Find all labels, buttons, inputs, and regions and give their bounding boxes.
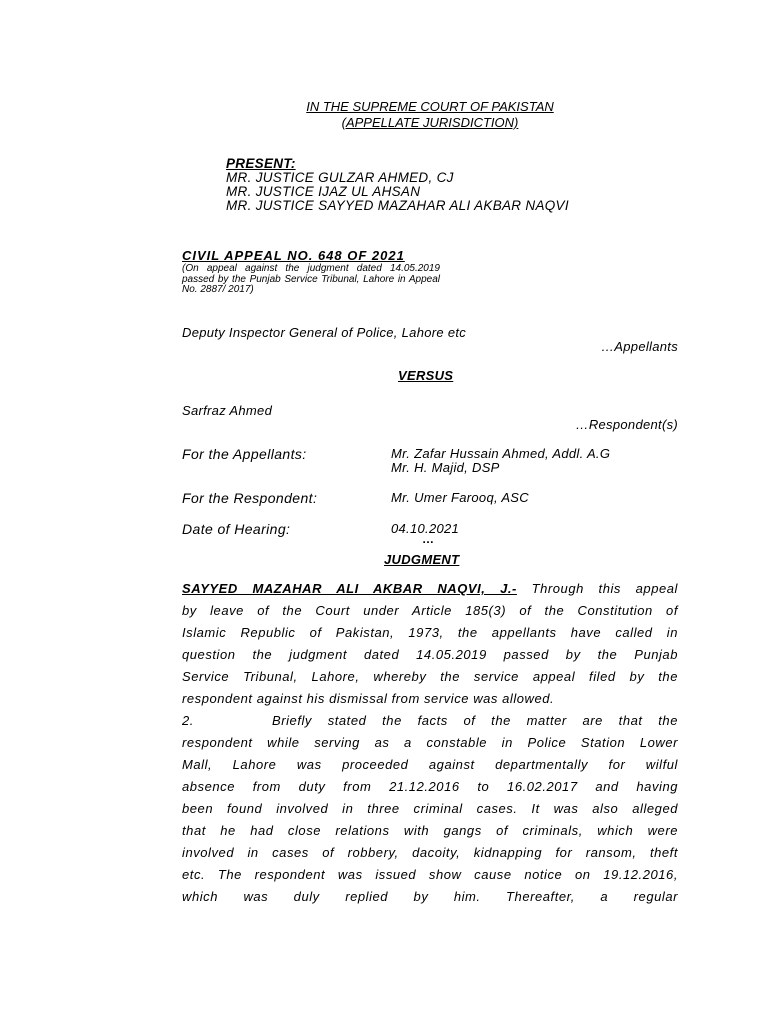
para1-line-5: Service Tribunal, Lahore, whereby the service appeal filed by the [182,669,678,684]
judgment-body [182,578,678,908]
author: SAYYED MAZAHAR ALI AKBAR NAQVI, J.- [182,581,517,596]
judge-1: MR. JUSTICE GULZAR AHMED, CJ [226,170,454,185]
para2-line-6: that he had close relations with gangs of criminals, which were [182,823,678,838]
respondent-counsel: Mr. Umer Farooq, ASC [391,490,529,505]
para1-line-1: SAYYED MAZAHAR ALI AKBAR NAQVI, J.- Through this appeal [182,581,678,596]
respondent-name: Sarfraz Ahmed [182,403,273,418]
judge-2: MR. JUSTICE IJAZ UL AHSAN [226,184,421,199]
bench-heading: PRESENT: [226,156,296,171]
court-name: IN THE SUPREME COURT OF PAKISTAN [306,99,554,114]
para2-line-4: absence from duty from 21.12.2016 to 16.02.2017 and having [182,779,678,794]
para2-line-2: respondent while serving as a constable in Police Station Lower [182,735,678,750]
para1-line-6: respondent against his dismissal from service was allowed. [182,691,555,706]
appellant-name: Deputy Inspector General of Police, Lahore etc [182,325,467,340]
judgment-ellipsis: … [422,532,434,546]
para2-line-7: involved in cases of robbery, dacoity, kidnapping for ransom, theft [182,845,678,860]
para1-line-2: by leave of the Court under Article 185(3) of the Constitution of [182,603,678,618]
para2-number: 2. [182,713,194,728]
appellant-role: …Appellants [600,339,678,354]
appellants-counsel-1: Mr. Zafar Hussain Ahmed, Addl. A.G [391,446,611,461]
para1-line-4: question the judgment dated 14.05.2019 passed by the Punjab [182,647,678,662]
bench [226,157,569,213]
jurisdiction: (APPELLATE JURISDICTION) [341,115,519,130]
para2-line-5: been found involved in three criminal cases. It was also alleged [182,801,678,816]
appellants-counsel-2: Mr. H. Majid, DSP [391,460,500,475]
appellants-counsel [391,447,610,475]
respondent-role: …Respondent(s) [575,417,678,432]
para2-line-1: 2. Briefly stated the facts of the matter are that the [182,710,678,732]
para1-line-3: Islamic Republic of Pakistan, 1973, the appellants have called in [182,625,678,640]
hearing-label: Date of Hearing: [182,521,291,537]
appeal-title: CIVIL APPEAL NO. 648 OF 2021 [182,248,405,263]
judge-3: MR. JUSTICE SAYYED MAZAHAR ALI AKBAR NAQVI [226,198,569,213]
appellants-counsel-label: For the Appellants: [182,446,307,462]
hearing-date: 04.10.2021 [391,521,460,536]
para2-line-9: which was duly replied by him. Thereafter, a regular [182,889,678,904]
appeal-note: (On appeal against the judgment dated 14.05.2019 passed by the Punjab Service Tribunal, Lahore in Appeal No. 2887/ 2017) [182,263,440,295]
respondent-counsel-label: For the Respondent: [182,490,318,506]
para2-line-3: Mall, Lahore was proceeded against departmentally for wilful [182,757,678,772]
judgment-heading: JUDGMENT [384,552,460,567]
para2-line-8: etc. The respondent was issued show cause notice on 19.12.2016, [182,867,678,882]
versus: VERSUS [398,368,454,383]
